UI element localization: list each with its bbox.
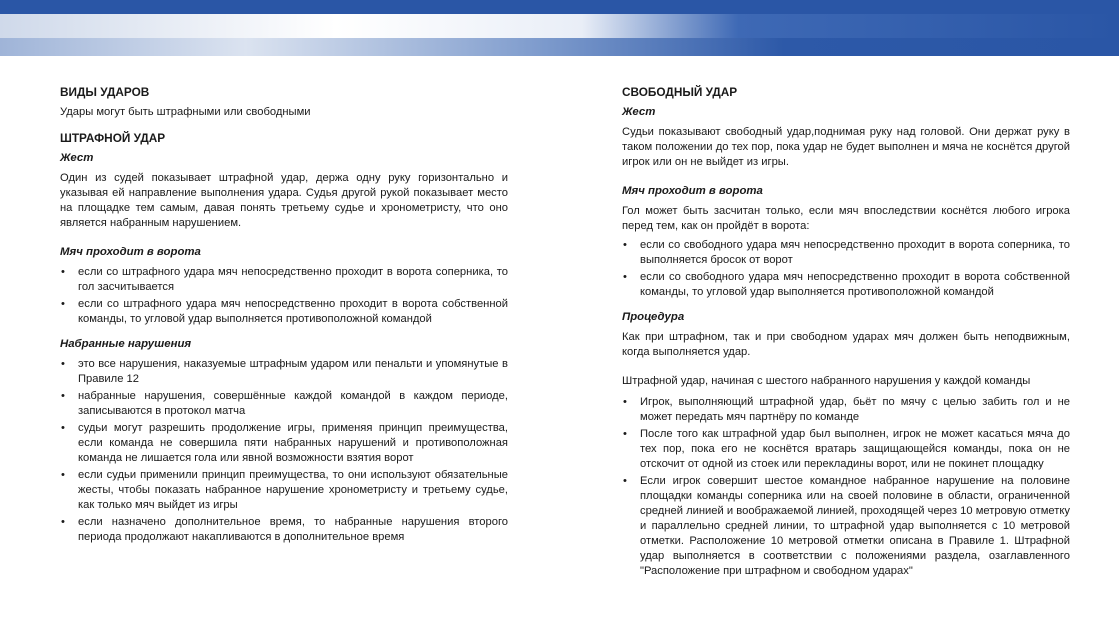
free-goal-heading: Мяч проходит в ворота: [622, 185, 763, 197]
procedure-heading: Процедура: [622, 311, 685, 323]
list-item: • Если игрок совершит шестое командное набранное нарушение на половине площадки команды соперника или на своей половине в области, ограниченной средней линией и воображаемой линией, проходящей через 10 метровую отметку и параллельно средней линии, то штрафной удар выполняется с 10 метровой отметки. Расположение 10 метровой отметки описана в Правиле 1. Штрафной удар выполняется в соответствии с положениями раздела, озаглавленного "Расположение при штрафном и свободном ударах": [623, 475, 1070, 577]
bullet-icon: •: [623, 396, 627, 408]
list-item: • если со штрафного удара мяч непосредственно проходит в ворота соперника, то гол засчитывается: [61, 266, 508, 293]
bullet-icon: •: [61, 422, 65, 434]
list-item: • судьи могут разрешить продолжение игры, применяя принцип преимущества, если команда не совершила пяти набранных нарушений и противоположная команда не лишается гола или явной возможности взятия ворот: [61, 422, 508, 464]
list-item: • После того как штрафной удар был выполнен, игрок не может касаться мяча до тех пор, пока его не коснётся вратарь защищающейся команды, пока он не отскочит от одной из стоек или перекладины ворот, или не покинет площадку: [623, 428, 1070, 470]
header-banner: [0, 0, 1119, 56]
free-gesture-text: Судьи показывают свободный удар,поднимая руку над головой. Они держат руку в таком положении до тех пор, пока удар не будет выполнен и мяча не коснётся другой игрок или он не выйдет из игры.: [622, 126, 1070, 168]
penalty-gesture-heading: Жест: [60, 152, 94, 164]
list-item: • если назначено дополнительное время, то набранные нарушения второго периода продолжают накапливаются в дополнительное время: [61, 516, 508, 543]
bullet-icon: •: [61, 358, 65, 370]
list-item: • это все нарушения, наказуемые штрафным ударом или пенальти и упомянутые в Правиле 12: [61, 358, 508, 385]
list-item: • набранные нарушения, совершённые каждой командой в каждом периоде, записываются в протокол матча: [61, 390, 508, 417]
bullet-icon: •: [623, 475, 627, 487]
left-column: [60, 84, 508, 555]
types-heading: ВИДЫ УДАРОВ: [60, 85, 150, 99]
bullet-icon: •: [61, 390, 65, 402]
right-column: [622, 84, 1070, 589]
bullet-icon: •: [623, 239, 627, 251]
bullet-icon: •: [61, 298, 65, 310]
bullet-icon: •: [623, 271, 627, 283]
list-item: • если со штрафного удара мяч непосредственно проходит в ворота собственной команды, то угловой удар выполняется противоположной командой: [61, 298, 508, 325]
list-item: • если судьи применили принцип преимущества, то они используют обязательные жесты, чтобы показать набранное нарушение хронометристу и третьему судье, как только мяч выйдет из игры: [61, 469, 508, 511]
procedure-text-2: Штрафной удар, начиная с шестого набранного нарушения у каждой команды: [622, 375, 1031, 387]
list-item: • если со свободного удара мяч непосредственно проходит в ворота соперника, то выполняется бросок от ворот: [623, 239, 1070, 266]
free-heading: СВОБОДНЫЙ УДАР: [622, 85, 738, 99]
fouls-list: [60, 357, 508, 545]
bullet-icon: •: [61, 516, 65, 528]
procedure-list: [622, 395, 1070, 579]
penalty-goal-list: [60, 265, 508, 327]
penalty-gesture-text: Один из судей показывает штрафной удар, держа одну руку горизонтально и указывая ей направление выполнения удара. Судья другой рукой показывает место на площадке тем самым, давая понять третьему судье и хронометристу, что оно является набранным нарушением.: [60, 172, 508, 229]
penalty-goal-heading: Мяч проходит в ворота: [60, 246, 201, 258]
list-item: • Игрок, выполняющий штрафной удар, бьёт по мячу с целью забить гол и не может передать мяч партнёру по команде: [623, 396, 1070, 423]
free-goal-list: [622, 238, 1070, 300]
procedure-text-1: Как при штрафном, так и при свободном ударах мяч должен быть неподвижным, когда выполняется удар.: [622, 331, 1070, 358]
bullet-icon: •: [61, 469, 65, 481]
bullet-icon: •: [61, 266, 65, 278]
bullet-icon: •: [623, 428, 627, 440]
header-stripe-light: [0, 14, 1119, 40]
types-text: Удары могут быть штрафными или свободными: [60, 106, 311, 118]
header-stripe-dark: [0, 38, 1119, 56]
list-item: • если со свободного удара мяч непосредственно проходит в ворота собственной команды, то угловой удар выполняется противоположной командой: [623, 271, 1070, 298]
free-goal-text: Гол может быть засчитан только, если мяч впоследствии коснётся любого игрока перед тем, как он пройдёт в ворота:: [622, 205, 1070, 232]
fouls-heading: Набранные нарушения: [60, 338, 192, 350]
penalty-heading: ШТРАФНОЙ УДАР: [60, 131, 166, 145]
free-gesture-heading: Жест: [622, 106, 656, 118]
